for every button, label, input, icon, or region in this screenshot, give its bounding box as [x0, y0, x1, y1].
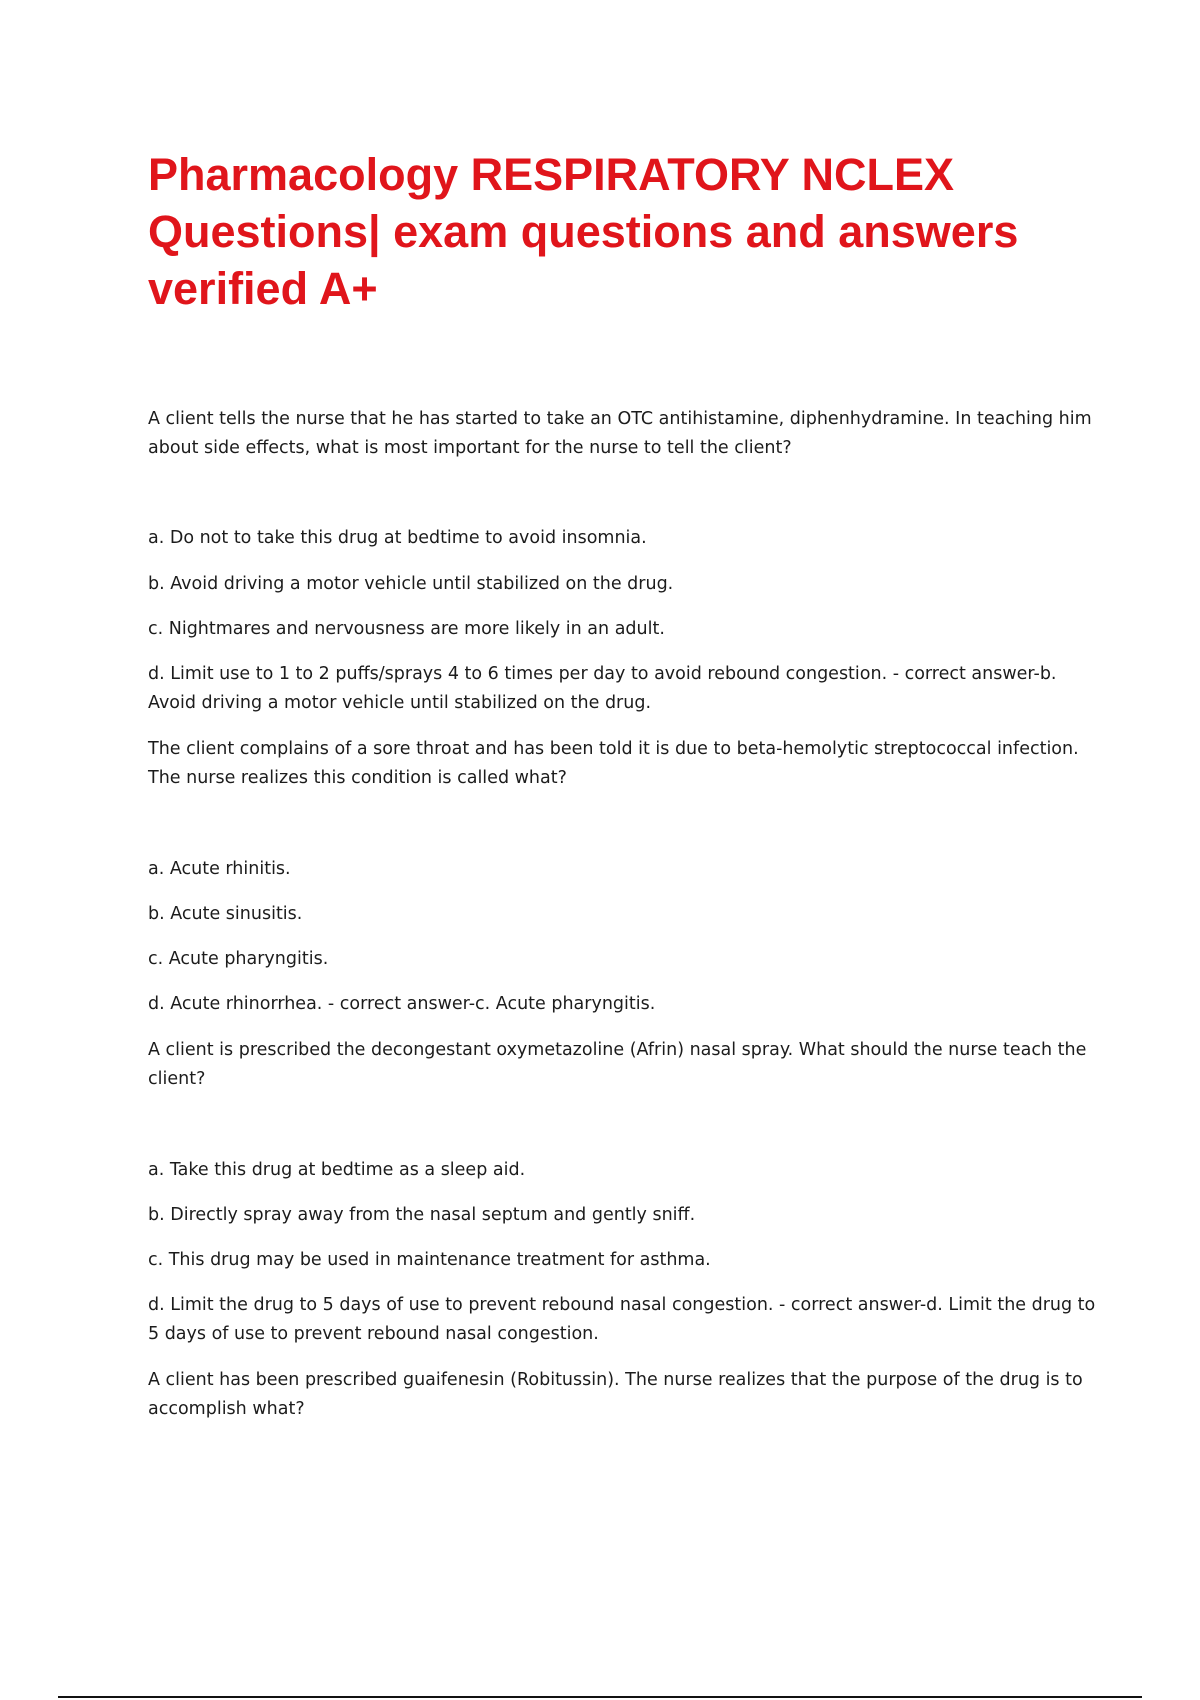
question-2-option-b: b. Acute sinusitis.: [148, 904, 303, 924]
question-1-option-b: b. Avoid driving a motor vehicle until stabilized on the drug.: [148, 574, 674, 594]
question-2-stem: The client complains of a sore throat and has been told it is due to beta-hemolytic streptococcal infection. The nurse realizes this condition is called what?: [148, 739, 1079, 788]
question-1-stem: A client tells the nurse that he has started to take an OTC antihistamine, diphenhydramine. In teaching him about side effects, what is most important for the nurse to tell the client?: [148, 409, 1092, 458]
question-1-option-a: a. Do not to take this drug at bedtime to avoid insomnia.: [148, 528, 647, 548]
question-4-stem: A client has been prescribed guaifenesin (Robitussin). The nurse realizes that the purpose of the drug is to accomplish what?: [148, 1370, 1083, 1419]
document-title: Pharmacology RESPIRATORY NCLEX Questions| exam questions and answers verified A+: [148, 149, 1019, 314]
question-3-option-b: b. Directly spray away from the nasal septum and gently sniff.: [148, 1205, 696, 1225]
bottom-divider: [58, 1696, 1142, 1698]
question-2-option-d-answer: d. Acute rhinorrhea. - correct answer-c. Acute pharyngitis.: [148, 994, 656, 1014]
question-3-stem: A client is prescribed the decongestant oxymetazoline (Afrin) nasal spray. What should the nurse teach the client?: [148, 1040, 1087, 1089]
question-1-option-c: c. Nightmares and nervousness are more likely in an adult.: [148, 619, 665, 639]
question-3-option-a: a. Take this drug at bedtime as a sleep aid.: [148, 1160, 526, 1180]
question-2-option-a: a. Acute rhinitis.: [148, 859, 291, 879]
question-1-option-d-answer: d. Limit use to 1 to 2 puffs/sprays 4 to 6 times per day to avoid rebound congestion. - correct answer-b. Avoid driving a motor vehicle until stabilized on the drug.: [148, 664, 1057, 713]
question-3-option-c: c. This drug may be used in maintenance treatment for asthma.: [148, 1250, 711, 1270]
question-3-option-d-answer: d. Limit the drug to 5 days of use to prevent rebound nasal congestion. - correct answer-d. Limit the drug to 5 days of use to prevent rebound nasal congestion.: [148, 1295, 1096, 1344]
question-2-option-c: c. Acute pharyngitis.: [148, 949, 329, 969]
